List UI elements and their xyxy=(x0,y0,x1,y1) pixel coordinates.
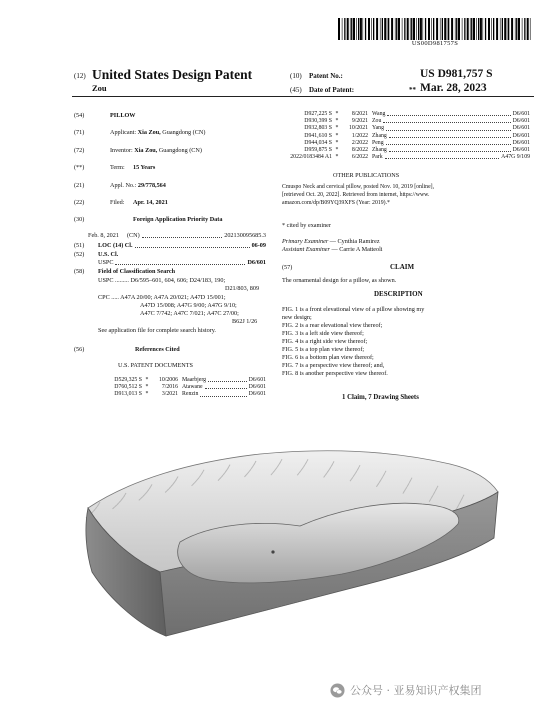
field-line-3: CPC ..... A47A 20/00; A47A 20/021; A47D 15/001; xyxy=(98,294,226,301)
reference-date: 3/2021 xyxy=(161,391,178,398)
primary-examiner-label: Primary Examiner xyxy=(282,238,329,245)
left-references-list xyxy=(92,377,266,399)
reference-star: * xyxy=(335,111,339,117)
patent-date: Mar. 28, 2023 xyxy=(420,82,487,94)
reference-number: D529,325 S xyxy=(114,377,142,383)
reference-date: 8/2022 xyxy=(351,147,368,154)
wechat-icon xyxy=(330,683,345,698)
title-code: (54) xyxy=(74,112,85,119)
reference-name: Zhang xyxy=(372,147,387,154)
reference-class: D6/601 xyxy=(512,118,530,125)
description-title: DESCRIPTION xyxy=(374,290,423,298)
reference-class: A47G 9/109 xyxy=(501,154,530,161)
foreign-code: (30) xyxy=(74,216,85,223)
uspc-label: USPC xyxy=(98,259,114,266)
reference-name: Yang xyxy=(372,125,384,132)
reference-number: 2022/0183484 A1 xyxy=(290,154,332,161)
loc-row xyxy=(98,242,266,250)
applicant-field xyxy=(110,129,205,137)
reference-number: D959,875 S xyxy=(304,147,332,154)
appl-code: (21) xyxy=(74,182,85,189)
foreign-priority-row xyxy=(88,232,266,240)
reference-row xyxy=(282,118,530,125)
fig-4-desc: FIG. 4 is a right side view thereof; xyxy=(282,338,368,345)
reference-date: 8/2021 xyxy=(351,111,368,117)
fig-5-desc: FIG. 5 is a top plan view thereof; xyxy=(282,346,365,353)
appl-label: Appl. No.: xyxy=(110,182,137,189)
reference-class: D6/601 xyxy=(512,132,530,139)
field-title: Field of Classification Search xyxy=(98,268,176,275)
reference-class: D6/601 xyxy=(248,377,266,383)
reference-date: 1/2022 xyxy=(351,132,368,139)
reference-star: * xyxy=(335,147,339,154)
loc-code: (51) xyxy=(74,242,85,249)
field-line-7: See application file for complete search history. xyxy=(98,327,216,334)
watermark-text: 公众号 · 亚易知识产权集团 xyxy=(350,684,482,697)
assistant-examiner xyxy=(282,246,383,254)
reference-date: 2/2022 xyxy=(351,139,368,146)
primary-examiner xyxy=(282,238,380,246)
loc-label: LOC (14) Cl. xyxy=(98,242,133,249)
fig-7-desc: FIG. 7 is a perspective view thereof; and, xyxy=(282,362,385,369)
primary-examiner-name: — Cynthia Ramirez xyxy=(329,238,380,245)
assistant-examiner-label: Assistant Examiner xyxy=(282,246,330,253)
uspc-value: D6/601 xyxy=(247,259,266,266)
reference-date: 9/2021 xyxy=(351,118,368,125)
field-line-1: USPC ......... D6/595–601, 604, 606; D24/183, 190; xyxy=(98,277,226,284)
reference-star: * xyxy=(145,377,149,383)
reference-star: * xyxy=(145,391,149,398)
appl-field xyxy=(110,182,166,190)
claim-title: CLAIM xyxy=(390,263,415,271)
inventor-label: Inventor: xyxy=(110,147,133,154)
term-value: 15 Years xyxy=(133,164,156,171)
fig-2-desc: FIG. 2 is a rear elevational view thereof; xyxy=(282,322,383,329)
claim-text: The ornamental design for a pillow, as shown. xyxy=(282,277,397,284)
patent-number: US D981,757 S xyxy=(420,68,493,80)
loc-value: 06-09 xyxy=(251,242,266,249)
reference-number: D913,013 S xyxy=(114,391,142,398)
title-value: PILLOW xyxy=(110,112,136,119)
term-label: Term: xyxy=(110,164,125,171)
term-code: (**) xyxy=(74,164,85,171)
fig-1-desc-cont: new design; xyxy=(282,314,312,321)
reference-name: Wang xyxy=(372,111,386,117)
us-cl-label: U.S. Cl. xyxy=(98,251,119,258)
barcode xyxy=(338,18,532,40)
fig-6-desc: FIG. 6 is a bottom plan view thereof; xyxy=(282,354,374,361)
reference-star: * xyxy=(335,132,339,139)
document-title: United States Design Patent xyxy=(92,67,253,82)
reference-row xyxy=(92,377,266,384)
claim-code: (57) xyxy=(282,264,293,271)
reference-row xyxy=(282,140,530,147)
assistant-examiner-name: — Carrie A Matteoli xyxy=(331,246,383,253)
foreign-number: 202130095685.3 xyxy=(224,232,266,239)
field-line-2: D21/803, 809 xyxy=(225,285,260,292)
reference-date: 10/2021 xyxy=(348,125,368,132)
reference-row xyxy=(92,384,266,391)
reference-date: 10/2006 xyxy=(158,377,178,383)
reference-class: D6/601 xyxy=(248,391,266,398)
references-title: References Cited xyxy=(135,346,180,353)
field-code: (58) xyxy=(74,268,85,275)
pillow-drawing xyxy=(70,440,510,650)
inventor-code: (72) xyxy=(74,147,85,154)
reference-number: D760,512 S xyxy=(114,384,142,391)
other-publication-line-1: Cmuspo Neck and cervical pillow, posted Nov. 10, 2019 [online], xyxy=(282,184,435,190)
field-line-5: A47C 7/742; A47C 7/021; A47C 27/00; xyxy=(140,310,239,317)
reference-name: Zhang xyxy=(372,132,387,139)
filed-date: Apr. 14, 2021 xyxy=(133,199,168,206)
reference-number: D930,399 S xyxy=(304,118,332,125)
references-code: (56) xyxy=(74,346,85,353)
appl-number: 29/778,564 xyxy=(137,182,166,189)
header-inventor: Zou xyxy=(92,83,107,93)
reference-date: 6/2022 xyxy=(351,154,368,161)
reference-name: Park xyxy=(372,154,383,161)
reference-row xyxy=(282,125,530,132)
foreign-title: Foreign Application Priority Data xyxy=(133,216,223,223)
reference-row xyxy=(282,133,530,140)
field-line-6: B62J 1/26 xyxy=(232,318,258,325)
cited-note: * cited by examiner xyxy=(282,222,331,229)
pillow-body xyxy=(86,451,498,636)
reference-row xyxy=(282,111,530,118)
inventor-full-name: Xia Zou, xyxy=(134,147,158,154)
us-docs-title: U.S. PATENT DOCUMENTS xyxy=(118,362,193,369)
date-label: Date of Patent: xyxy=(309,86,355,94)
watermark xyxy=(330,682,482,698)
reference-row xyxy=(282,154,530,161)
reference-star: * xyxy=(145,384,149,391)
uspc-row xyxy=(98,259,266,267)
applicant-name: Xia Zou, xyxy=(137,129,161,136)
barcode-number: US00D981757S xyxy=(411,40,459,47)
us-cl-code: (52) xyxy=(74,251,85,258)
foreign-date: Feb. 8, 2021 xyxy=(88,232,119,239)
applicant-code: (71) xyxy=(74,129,85,136)
inventor-field xyxy=(110,147,202,155)
reference-number: D927,225 S xyxy=(304,111,332,117)
reference-row xyxy=(282,147,530,154)
reference-class: D6/601 xyxy=(512,139,530,146)
reference-star: * xyxy=(335,154,339,161)
reference-class: D6/601 xyxy=(512,147,530,154)
other-publication-line-2: [retrieved Oct. 20, 2022]. Retrieved from internet, https://www. xyxy=(282,192,430,198)
date-mark: ** xyxy=(409,86,416,94)
header-rule xyxy=(72,96,534,97)
reference-class: D6/601 xyxy=(512,111,530,117)
reference-star: * xyxy=(335,139,339,146)
filed-label: Filed: xyxy=(110,199,125,206)
reference-star: * xyxy=(335,118,339,125)
reference-name: Peng xyxy=(372,139,384,146)
header-code-12: (12) xyxy=(74,72,86,80)
patent-no-label: Patent No.: xyxy=(309,72,343,80)
reference-name: Atawane xyxy=(182,384,203,391)
fig-1-desc: FIG. 1 is a front elevational view of a pillow showing my xyxy=(282,306,425,313)
reference-name: Maarbjerg xyxy=(182,377,207,383)
claims-summary: 1 Claim, 7 Drawing Sheets xyxy=(342,394,419,401)
reference-number: D944,034 S xyxy=(304,139,332,146)
applicant-label: Applicant: xyxy=(110,129,137,136)
fig-3-desc: FIG. 3 is a left side view thereof; xyxy=(282,330,364,337)
header-code-10: (10) xyxy=(290,72,302,80)
header-code-45: (45) xyxy=(290,86,302,94)
reference-row xyxy=(92,391,266,398)
reference-name: Zou xyxy=(372,118,382,125)
reference-class: D6/601 xyxy=(512,125,530,132)
other-publication-line-3: amazon.com/dp/B09YQ39XFS (Year: 2019).* xyxy=(282,200,390,206)
reference-name: Renzin xyxy=(182,391,199,398)
reference-class: D6/601 xyxy=(248,384,266,391)
foreign-country: (CN) xyxy=(126,232,140,239)
reference-number: D932,803 S xyxy=(304,125,332,132)
field-line-4: A47D 15/008; A47G 9/00; A47G 9/10; xyxy=(140,302,237,309)
reference-date: 7/2016 xyxy=(161,384,178,391)
inventor-location: Guangdong (CN) xyxy=(158,147,202,154)
applicant-location: Guangdong (CN) xyxy=(162,129,206,136)
right-references-list xyxy=(282,111,530,161)
reference-star: * xyxy=(335,125,339,132)
fig-8-desc: FIG. 8 is another perspective view thereof. xyxy=(282,370,388,377)
reference-number: D941,610 S xyxy=(304,132,332,139)
other-publications-title: OTHER PUBLICATIONS xyxy=(333,172,400,179)
filed-code: (22) xyxy=(74,199,85,206)
